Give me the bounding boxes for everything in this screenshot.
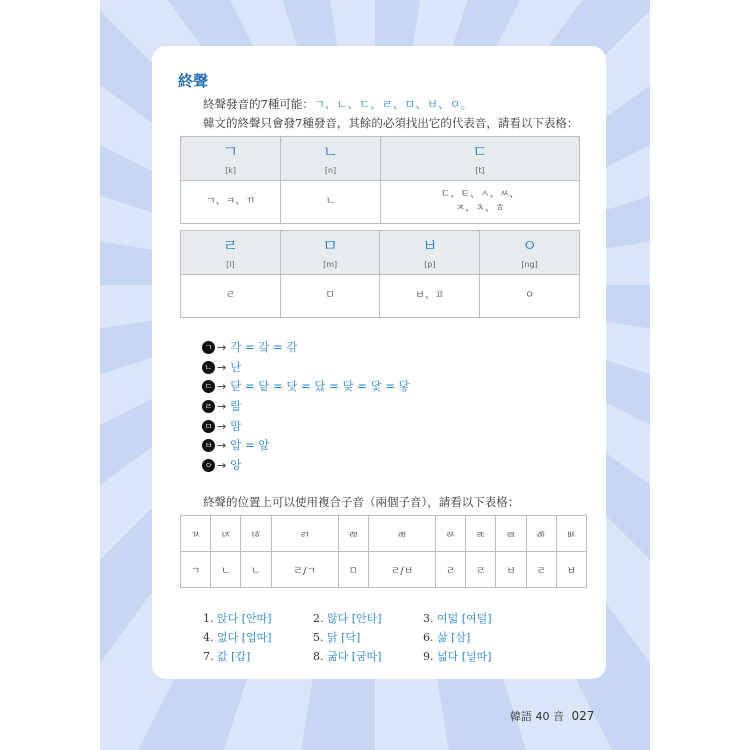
example-line (202, 418, 241, 434)
consonant-badge: ㅇ (202, 459, 215, 472)
compound-body-cell: ㅂ (496, 552, 526, 588)
intro-line-3: 終聲的位置上可以使用複合子音（兩個子音），請看以下表格： (203, 495, 520, 509)
intro-line-1 (203, 96, 472, 112)
consonant-badge: ㄴ (202, 361, 215, 374)
page-footer (510, 708, 594, 724)
compound-head-cell: ㄶ (241, 516, 271, 552)
intro-prefix: 終聲發音的7種可能： (203, 97, 314, 111)
table1-body-cell: ㄷ、ㅌ、ㅅ、ㅆ、 ㅈ、ㅊ、ㅎ (381, 181, 580, 224)
practice-item: 3. 여덟 [여덜] (423, 612, 492, 625)
table2-body-cell: ㅁ (280, 275, 380, 318)
table2-body-cell: ㄹ (181, 275, 281, 318)
page-number: 027 (571, 709, 595, 723)
example-line (202, 339, 297, 355)
book-title: 韓語 40 音 (510, 710, 564, 723)
compound-body-cell: ㄹ (526, 552, 556, 588)
compound-body-cell: ㄹ/ㅂ (368, 552, 435, 588)
table1-head-cell: ㄱ [k] (181, 137, 281, 181)
example-line (202, 457, 241, 473)
example-text: 앙 (230, 458, 242, 472)
practice-item: 2. 않다 [안타] (313, 612, 382, 625)
compound-body-cell: ㅂ (556, 552, 586, 588)
compound-body-cell: ㄱ (181, 552, 211, 588)
example-line (202, 437, 269, 453)
compound-head-cell: ㄳ (181, 516, 211, 552)
practice-item: 8. 굶다 [굼따] (313, 650, 382, 663)
example-text: 맘 (230, 419, 242, 433)
practice-item: 4. 없다 [업따] (203, 631, 272, 644)
arrow-icon: → (217, 419, 227, 433)
compound-head-cell: ㄾ (466, 516, 496, 552)
table2-body-cell: ㅂ、ㅍ (380, 275, 480, 318)
consonant-badge: ㅂ (202, 439, 215, 452)
example-line (202, 398, 241, 414)
consonant-badge: ㄷ (202, 380, 215, 393)
table1-head-cell: ㄷ [t] (381, 137, 580, 181)
compound-head-cell: ㄼ (368, 516, 435, 552)
table2-body-cell: ㅇ (480, 275, 580, 318)
table1-body-cell: ㄴ (281, 181, 381, 224)
consonant-badge: ㅁ (202, 420, 215, 433)
compound-body-cell: ㄹ (435, 552, 465, 588)
arrow-icon: → (217, 379, 227, 393)
practice-item: 7. 값 [갑] (203, 650, 251, 663)
table2-head-cell: ㅂ [p] (380, 231, 480, 275)
practice-item: 6. 삶 [삼] (423, 631, 471, 644)
compound-body-cell: ㄴ (241, 552, 271, 588)
compound-body-cell: ㄹ (466, 552, 496, 588)
compound-head-cell: ㄵ (211, 516, 241, 552)
compound-head-cell: ㅀ (526, 516, 556, 552)
compound-head-cell: ㄺ (271, 516, 338, 552)
table2-head-cell: ㅁ [m] (280, 231, 380, 275)
section-heading: 終聲 (178, 72, 209, 90)
intro-sounds: ㄱ、ㄴ、ㄷ、ㄹ、ㅁ、ㅂ、ㅇ。 (313, 97, 473, 111)
intro-line-2: 韓文的終聲只會發7種發音，其餘的必須找出它的代表音，請看以下表格： (203, 116, 579, 130)
arrow-icon: → (217, 340, 227, 354)
consonant-badge: ㄹ (202, 400, 215, 413)
table2-head-cell: ㄹ [l] (181, 231, 281, 275)
compound-body-cell: ㄴ (211, 552, 241, 588)
final-consonant-table-2 (180, 230, 580, 318)
compound-body-cell: ㄹ/ㄱ (271, 552, 338, 588)
table2-head-cell: ㅇ [ng] (480, 231, 580, 275)
compound-head-cell: ㄻ (338, 516, 368, 552)
arrow-icon: → (217, 360, 227, 374)
compound-head-cell: ㅄ (556, 516, 586, 552)
example-text: 닫 = 닽 = 닷 = 닸 = 닺 = 닻 = 닿 (230, 379, 410, 393)
example-text: 압 = 앞 (230, 438, 270, 452)
arrow-icon: → (217, 438, 227, 452)
compound-consonant-table (180, 515, 587, 588)
practice-item: 1. 앉다 [안따] (203, 612, 272, 625)
example-line (202, 359, 241, 375)
compound-head-cell: ㄽ (435, 516, 465, 552)
table1-body-cell: ㄱ、ㅋ、ㄲ (181, 181, 281, 224)
practice-item: 5. 닭 [닥] (313, 631, 361, 644)
example-text: 각 = 갘 = 갂 (230, 340, 298, 354)
consonant-badge: ㄱ (202, 341, 215, 354)
practice-item: 9. 넓다 [널따] (423, 650, 492, 663)
final-consonant-table-1 (180, 136, 580, 224)
arrow-icon: → (217, 399, 227, 413)
example-line (202, 378, 410, 394)
arrow-icon: → (217, 458, 227, 472)
compound-body-cell: ㅁ (338, 552, 368, 588)
example-text: 난 (230, 360, 242, 374)
example-text: 랄 (230, 399, 242, 413)
table1-head-cell: ㄴ [n] (281, 137, 381, 181)
compound-head-cell: ㄿ (496, 516, 526, 552)
